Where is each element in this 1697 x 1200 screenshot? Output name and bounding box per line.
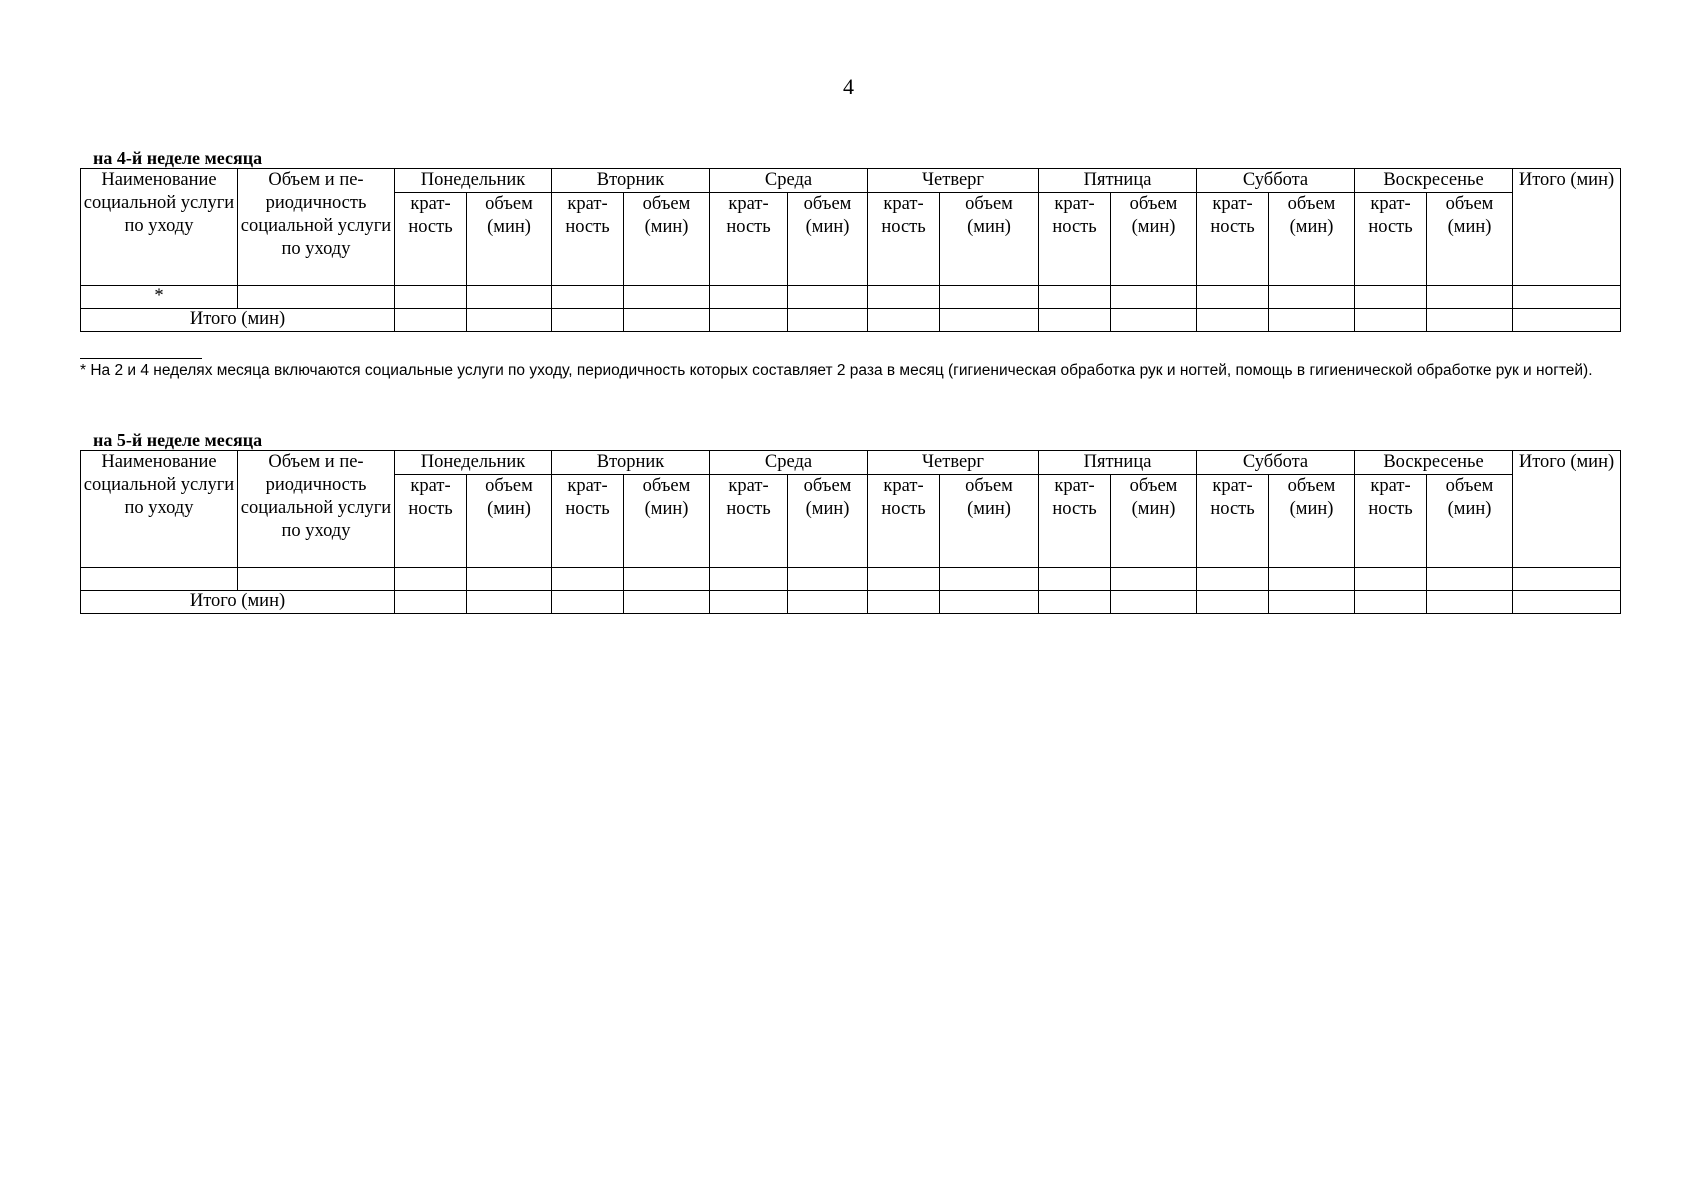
header-frequency: крат-ность: [868, 475, 940, 568]
cell: [788, 309, 868, 332]
header-volume: объем (мин): [1111, 193, 1197, 286]
schedule-section-week5: [80, 430, 1620, 614]
cell: [1039, 286, 1111, 309]
header-service-name: Наименование социальной услуги по уходу: [81, 451, 238, 568]
header-frequency: крат-ность: [552, 193, 624, 286]
header-volume: объем (мин): [1427, 475, 1513, 568]
cell: [868, 568, 940, 591]
cell: [1427, 591, 1513, 614]
header-day-wednesday: Среда: [710, 451, 868, 475]
service-cell: *: [81, 286, 238, 309]
cell: [868, 309, 940, 332]
cell: [710, 309, 788, 332]
header-day-thursday: Четверг: [868, 169, 1039, 193]
header-day-thursday: Четверг: [868, 451, 1039, 475]
cell: [624, 591, 710, 614]
cell: [1355, 568, 1427, 591]
header-frequency: крат-ность: [1039, 193, 1111, 286]
cell: [1355, 591, 1427, 614]
cell: [1427, 568, 1513, 591]
header-frequency: крат-ность: [1197, 193, 1269, 286]
cell: [710, 286, 788, 309]
cell: [868, 286, 940, 309]
cell: [624, 286, 710, 309]
cell: [940, 591, 1039, 614]
header-volume: объем (мин): [467, 475, 552, 568]
header-frequency: крат-ность: [395, 475, 467, 568]
header-total: Итого (мин): [1513, 169, 1621, 286]
cell: [1197, 286, 1269, 309]
header-day-wednesday: Среда: [710, 169, 868, 193]
header-day-sunday: Воскресенье: [1355, 169, 1513, 193]
header-volume-periodicity: Объем и пе-риодичность социальной услуги по уходу: [238, 451, 395, 568]
header-frequency: крат-ность: [552, 475, 624, 568]
cell: [1355, 309, 1427, 332]
cell: [1039, 568, 1111, 591]
header-day-saturday: Суббота: [1197, 451, 1355, 475]
cell: [624, 309, 710, 332]
cell: [1427, 309, 1513, 332]
cell: [552, 591, 624, 614]
cell: [395, 309, 467, 332]
header-day-tuesday: Вторник: [552, 451, 710, 475]
cell: [1513, 568, 1621, 591]
cell: [1427, 286, 1513, 309]
cell: [1197, 568, 1269, 591]
table-row: [81, 568, 1621, 591]
cell: [552, 568, 624, 591]
cell: [1039, 591, 1111, 614]
cell: [1039, 309, 1111, 332]
header-volume: объем (мин): [1111, 475, 1197, 568]
cell: [1269, 591, 1355, 614]
header-service-name: Наименование социальной услуги по уходу: [81, 169, 238, 286]
cell: [710, 591, 788, 614]
header-volume: объем (мин): [624, 475, 710, 568]
footnote: * На 2 и 4 неделях месяца включаются социальные услуги по уходу, периодичность которых составляет 2 раза в месяц (гигиеническая обработка рук и ногтей, помощь в гигиенической обработке рук и ногтей).: [80, 362, 1593, 379]
cell: [395, 286, 467, 309]
cell: [710, 568, 788, 591]
header-volume: объем (мин): [788, 475, 868, 568]
header-day-monday: Понедельник: [395, 451, 552, 475]
cell: [1269, 568, 1355, 591]
cell: [940, 568, 1039, 591]
cell: [238, 568, 395, 591]
header-frequency: крат-ность: [1039, 475, 1111, 568]
service-cell: [81, 568, 238, 591]
header-day-sunday: Воскресенье: [1355, 451, 1513, 475]
page-number: 4: [843, 74, 854, 99]
header-frequency: крат-ность: [1197, 475, 1269, 568]
header-frequency: крат-ность: [710, 475, 788, 568]
header-frequency: крат-ность: [1355, 475, 1427, 568]
cell: [467, 568, 552, 591]
schedule-table: [80, 168, 1621, 332]
cell: [940, 309, 1039, 332]
cell: [624, 568, 710, 591]
cell: [788, 568, 868, 591]
cell: [1513, 286, 1621, 309]
header-day-monday: Понедельник: [395, 169, 552, 193]
cell: [1111, 568, 1197, 591]
header-volume: объем (мин): [1269, 193, 1355, 286]
cell: [1111, 286, 1197, 309]
header-day-friday: Пятница: [1039, 169, 1197, 193]
cell: [467, 286, 552, 309]
header-volume: объем (мин): [940, 193, 1039, 286]
header-volume: объем (мин): [1427, 193, 1513, 286]
schedule-section-week4: [80, 148, 1620, 332]
cell: [552, 286, 624, 309]
total-row-label: Итого (мин): [81, 591, 395, 614]
cell: [1111, 309, 1197, 332]
cell: [552, 309, 624, 332]
section-title: на 4-й неделе месяца: [93, 148, 263, 168]
cell: [1513, 309, 1621, 332]
schedule-table: [80, 450, 1621, 614]
cell: [467, 309, 552, 332]
cell: [1197, 309, 1269, 332]
header-day-friday: Пятница: [1039, 451, 1197, 475]
cell: [1355, 286, 1427, 309]
header-volume: объем (мин): [788, 193, 868, 286]
cell: [395, 591, 467, 614]
cell: [1269, 286, 1355, 309]
cell: [788, 591, 868, 614]
footnote-divider: [80, 358, 202, 359]
total-row: [81, 591, 1621, 614]
cell: [940, 286, 1039, 309]
cell: [1269, 309, 1355, 332]
header-frequency: крат-ность: [868, 193, 940, 286]
header-volume: объем (мин): [467, 193, 552, 286]
cell: [1197, 591, 1269, 614]
cell: [467, 591, 552, 614]
cell: [868, 591, 940, 614]
section-title: на 5-й неделе месяца: [93, 430, 263, 450]
header-day-tuesday: Вторник: [552, 169, 710, 193]
cell: [788, 286, 868, 309]
cell: [1111, 591, 1197, 614]
table-row: [81, 286, 1621, 309]
cell: [1513, 591, 1621, 614]
header-total: Итого (мин): [1513, 451, 1621, 568]
total-row-label: Итого (мин): [81, 309, 395, 332]
cell: [395, 568, 467, 591]
header-volume: объем (мин): [624, 193, 710, 286]
cell: [238, 286, 395, 309]
total-row: [81, 309, 1621, 332]
header-volume: объем (мин): [1269, 475, 1355, 568]
header-volume: объем (мин): [940, 475, 1039, 568]
header-volume-periodicity: Объем и пе-риодичность социальной услуги по уходу: [238, 169, 395, 286]
header-frequency: крат-ность: [710, 193, 788, 286]
header-frequency: крат-ность: [395, 193, 467, 286]
header-day-saturday: Суббота: [1197, 169, 1355, 193]
header-frequency: крат-ность: [1355, 193, 1427, 286]
